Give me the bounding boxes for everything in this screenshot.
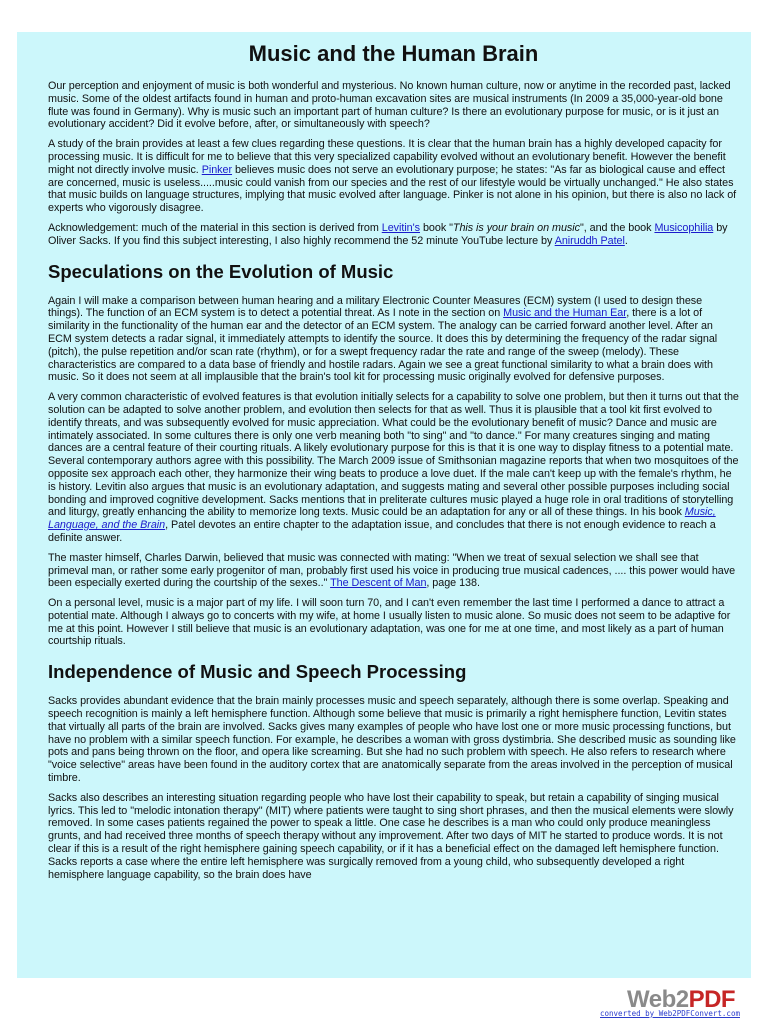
musicophilia-link[interactable]: Musicophilia	[654, 221, 714, 234]
text: by Oliver Sacks. If you find this subject interesting, I also highly recommend the 52 minute YouTube lecture by	[48, 221, 728, 247]
paragraph-evolved-features	[48, 391, 739, 545]
music-language-brain-link[interactable]: Music, Language, and the Brain	[48, 506, 716, 532]
acknowledgement-paragraph	[48, 222, 739, 248]
web2pdf-logo[interactable]	[600, 984, 768, 1020]
descent-of-man-link[interactable]: The Descent of Man	[330, 577, 427, 590]
text: book "	[420, 221, 453, 234]
text: The master himself, Charles Darwin, believed that music was connected with mating: "When we treat of sexual selection we shall see that primeval man, or rather some early progenitor of man, probably first used his voice in producing true musical cadences, .... this power would have been especially exerted during the courtship of the sexes.."	[48, 551, 736, 590]
book-title: This is your brain on music	[452, 221, 580, 234]
paragraph-brain-clues	[48, 138, 739, 215]
document-page	[17, 32, 751, 978]
text: Again I will make a comparison between human hearing and a military Electronic Counter Measures (ECM) system (I used to design these things). The function of an ECM system is to detect a potential threat. As I note in the section on	[48, 294, 703, 320]
logo-pdf: PDF	[688, 986, 736, 1013]
paragraph-ecm-comparison	[48, 295, 739, 385]
section-heading-evolution: Speculations on the Evolution of Music	[48, 260, 394, 282]
aniruddh-patel-link[interactable]: Aniruddh Patel	[554, 234, 625, 247]
text: A very common characteristic of evolved features is that evolution initially selects for a capability to solve one problem, but then it turns out that the solution can be adapted to solve another problem, and evolution then selects for that as well. Thus it is plausible that a tool kit first evolved to identify threats, and was subsequently evolved for music appreciation. What could be the evolutionary benefit of music? Dance and music are intimately associated. In some cultures there is only one verb meaning both "to sing" and "to dance." For many creatures singing and mating dances are a central feature of their courting rituals. A likely evolutionary purpose for this is that it is one way to display fitness to a potential mate. Several contemporary authors agree with this possibility. The March 2009 issue of Smithsonian magazine reports that when two mosquitoes of the opposite sex approach each other, they harmonize their wing beats to produce a love duet. If the male can't keep up with the female's rhythm, he is history. Levitin also argues that music is an evolutionary adaptation, and suggests mating and several other possible purposes including social bonding and improved cognitive development. Sacks mentions that in preliterate cultures music played a huge role in oral traditions of storytelling and liturgy, greatly enhancing the ability to memorize long texts. Music could be an adaptation for any or all of these things. In his book	[48, 391, 739, 519]
page-title: Music and the Human Brain	[248, 41, 539, 66]
paragraph-separate-processing: Sacks provides abundant evidence that the brain mainly processes music and speech separately, although there is some overlap. Speaking and speech recognition is mainly a left hemisphere function. Although some believe that music is primarily a right hemisphere function, Levitin states that virtually all parts of the brain are involved. Sacks gives many examples of people who have lost one or more music processing functions, but have no problem with a similar speech function. For example, he describes a woman with gross dystimbria. She described music as sounding like pots and pans being thrown on the floor, and opera like screaming. But she had no such problem with speech. He also refers to research where "voice selective" areas have been found in the auditory cortex that are anatomically separate from the areas involved in the perception of musical timbre.	[48, 695, 736, 785]
text: .	[624, 234, 628, 247]
paragraph-melodic-intonation: Sacks also describes an interesting situation regarding people who have lost their capability to speak, but retain a capability of singing musical lyrics. This led to "melodic intonation therapy" (MIT) where patients were taught to sing short phrases, and then the musical elements were slowly removed. In some cases patients regained the power to speak a little. One case he describes is a man who could only produce meaningless grunts, and had received three months of speech therapy without any improvement. After two days of MIT he started to produce words. It is not clear if this is a result of the right hemisphere gaining speech capability, or if it has a beneficial effect on the damaged left hemisphere function. Sacks reports a case where the entire left hemisphere was surgically removed from a young child, who subsequently developed a right hemisphere language capability, so the brain does have	[48, 791, 734, 881]
paragraph-personal: On a personal level, music is a major part of my life. I will soon turn 70, and I can't even remember the last time I performed a dance to attract a potential mate. Although I always go to concerts with my wife, at home I usually listen to music alone. So music does not seem to be adaptive for me at this point. However I still believe that music is an evolutionary adaptation, was one for me at one time, and most likely as a part of human courtship rituals.	[48, 597, 731, 648]
music-and-human-ear-link[interactable]: Music and the Human Ear	[503, 307, 627, 320]
logo-web: Web2	[627, 986, 689, 1013]
text: Acknowledgement: much of the material in this section is derived from	[48, 221, 382, 234]
paragraph-darwin	[48, 552, 739, 590]
section-heading-independence: Independence of Music and Speech Processing	[48, 661, 467, 683]
converted-by-link[interactable]: converted by Web2PDFConvert.com	[600, 1009, 740, 1018]
text: , page 138.	[426, 577, 480, 590]
text: , there is a lot of similarity in the functionality of the human ear and the detector of an ECM system. The analogy can be carried forward another level. After an ECM system detects a radar signal, it immediately attempts to identify the source. It does this by determining the frequency of the radar signal (pitch), the pulse repetition and/or scan rate (rhythm), or for a swept frequency radar the rate and range of the sweep (melody). These characteristics are compared to a data base of friendly and hostile radars. Again we see a great functional similarity to what a brain does with music. So it does not seem at all implausible that the brain's tool kit for processing music originally evolved for defensive purposes.	[48, 307, 718, 384]
pinker-link[interactable]: Pinker	[201, 163, 233, 176]
text: A study of the brain provides at least a few clues regarding these questions. It is clear that the human brain has a highly developed capacity for processing music. It is difficult for me to believe that this very specialized capability evolved without an evolutionary benefit. However the benefit might not directly involve music.	[48, 138, 726, 176]
levitin-link[interactable]: Levitin's	[381, 221, 420, 234]
text: ", and the book	[579, 221, 655, 234]
text: believes music does not serve an evolutionary purpose; he states: "As far as biological cause and effect are concerned, music is useless.....music could vanish from our species and the rest of our lifestyle would be virtually unchanged." He also states that music builds on language structures, implying that music evolved after language. Pinker is not alone in his opinion, but there is also no lack of experts who vigorously disagree.	[48, 163, 737, 215]
intro-paragraph: Our perception and enjoyment of music is both wonderful and mysterious. No known human culture, now or anytime in the recorded past, lacked music. Some of the oldest artifacts found in human and proto-human excavation sites are musical instruments (In 2009 a 35,000-year-old bone flute was found in Germany). Why is music such an important part of human culture? Is there an evolutionary purpose for music, or is it just an evolutionary accident? Did it evolve before, after, or simultaneously with speech?	[48, 80, 731, 131]
text: , Patel devotes an entire chapter to the adaptation issue, and concludes that there is not enough evidence to reach a definite answer.	[48, 519, 716, 544]
